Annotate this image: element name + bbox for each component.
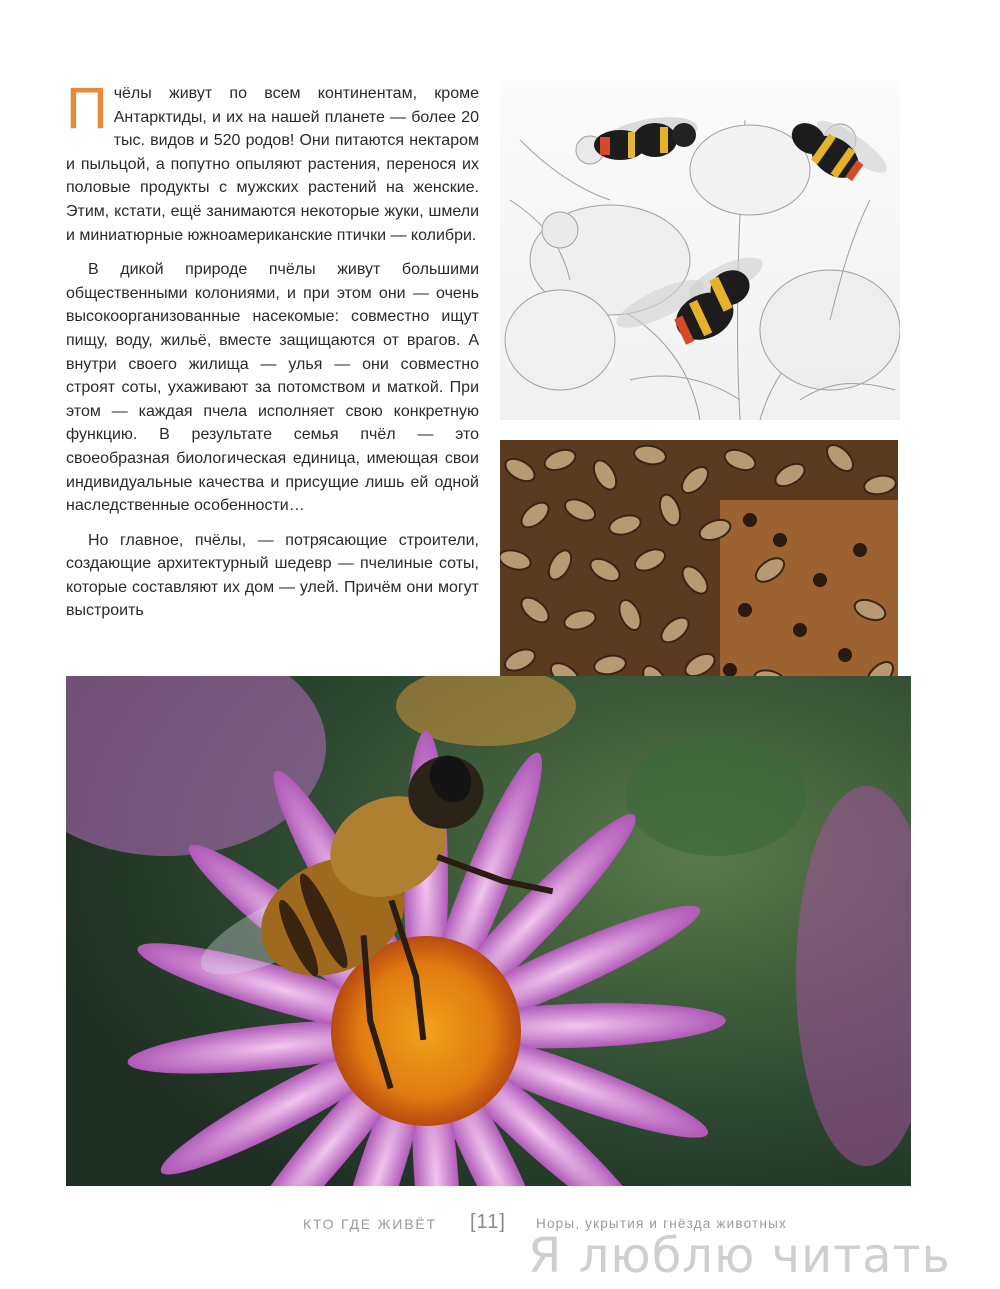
paragraph-1 — [66, 76, 479, 247]
footer-section-title: КТО ГДЕ ЖИВЁТ — [303, 1216, 437, 1232]
drop-cap: П — [66, 76, 108, 141]
paragraph-1-text: чёлы живут по всем континентам, кроме Антарктиды, и их на нашей планете — более 20 тыс. видов и 520 родов! Они питаются нектаром и пыльцой, а попутно опыляют растения, перенося их половые продукты с мужских растений на женские. Этим, кстати, ещё занимаются некоторые жуки, шмели и миниатюрные южноамериканские птички — колибри. — [66, 85, 479, 244]
article-text — [66, 76, 479, 634]
bumblebee-illustration — [500, 80, 900, 420]
paragraph-3: Но главное, пчёлы, — потрясающие строители, создающие архитектурный шедевр — пчелиные соты, которые составляют их дом — улей. Причём они могут выстроить — [66, 531, 479, 620]
page-number: [11] — [470, 1211, 506, 1233]
footer-chapter-title: Норы, укрытия и гнёзда животных — [536, 1216, 787, 1231]
honeycomb-photo — [500, 440, 898, 696]
bee-on-flower-photo — [66, 676, 911, 1186]
bumblebee-1 — [594, 111, 700, 160]
paragraph-2: В дикой природе пчёлы живут большими общественными колониями, и при этом они — очень высокоорганизованные насекомые: совместно ищут пищу, воду, жильё, вместе защищаются от врагов. А внутри своего жилища — улья — они совместно строят соты, ухаживают за потомством и маткой. При этом — каждая пчела исполняет свою конкретную функцию. В результате семья пчёл — это своеобразная биологическая единица, имеющая свои индивидуальные качества и присущие лишь ей одной наследственные особенности… — [66, 261, 479, 515]
watermark: Я люблю читать — [528, 1228, 951, 1284]
